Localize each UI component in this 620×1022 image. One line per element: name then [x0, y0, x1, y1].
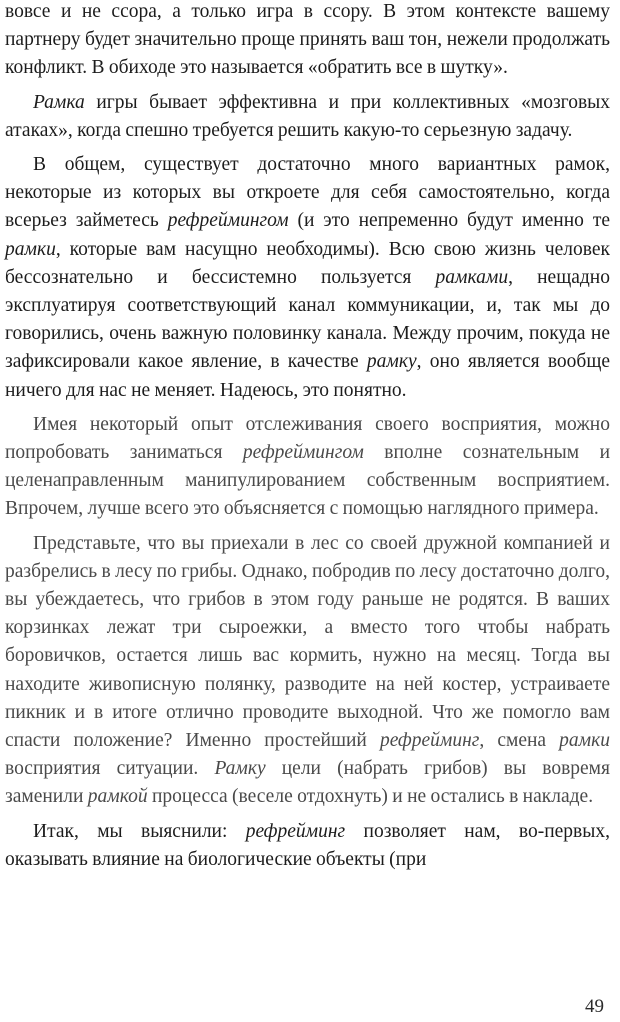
- italic-term: рамку: [366, 351, 417, 373]
- text-run: игры бывает эффективна и при коллективных «мозговых атаках», когда спешно требуется решить какую-то серьезную задачу.: [5, 91, 610, 141]
- italic-term: Рамка: [33, 91, 85, 113]
- text-run: , смена: [479, 730, 560, 752]
- italic-term: рефрейминг: [245, 820, 346, 842]
- text-run: Итак, мы выяснили:: [33, 820, 246, 842]
- text-run: цели (набрать грибов) вы вовремя заменили: [5, 758, 610, 808]
- text-run: Представьте, что вы приехали в лес со своей дружной компанией и разбрелись в лесу по грибы. Однако, побродив по лесу достаточно долго, вы убеждаетесь, что грибов в этом году раньше не родятся. В ваших корзинках лежат три сыроежки, а вместо того чтобы набрать боровичков, остается лишь вас кормить, нужно на месяц. Тогда вы находите живописную полянку, разводите на ней костер, устраиваете пикник и в итоге отлично проводите выходной. Что же помогло вам спасти положение? Именно простейший: [5, 532, 610, 752]
- italic-term: рамки: [5, 238, 56, 260]
- paragraph: [5, 0, 610, 83]
- text-run: вовсе и не ссора, а только игра в ссору. В этом контексте вашему партнеру будет значительно проще принять ваш тон, нежели продолжать конфликт. В обиходе это называется «обратить все в шутку».: [5, 1, 610, 79]
- text-run: В общем, существует достаточно много вариантных рамок, некоторые из которых вы откроете для себя самостоятельно, когда всерьез займетесь: [5, 154, 610, 232]
- paragraph: [5, 818, 610, 874]
- text-run: (и это непременно будут именно те: [288, 210, 610, 232]
- italic-term: рефреймингом: [167, 210, 289, 232]
- text-run: восприятия ситуации.: [5, 758, 215, 780]
- italic-term: рамками: [435, 266, 509, 288]
- text-run: процесса (веселе отдохнуть) и не остались в накладе.: [147, 786, 594, 808]
- italic-term: рамкой: [87, 786, 148, 808]
- paragraph: [5, 89, 610, 145]
- text-run: позволяет нам, во-первых, оказывать влияние на биологические объекты (при: [5, 820, 610, 870]
- page-text: [5, 0, 610, 880]
- text-run: , которые вам насущно необходимы). Всю свою жизнь человек бессознательно и бессистемно пользуется: [5, 238, 610, 288]
- text-run: Имея некоторый опыт отслеживания своего восприятия, можно попробовать заниматься: [5, 413, 610, 464]
- paragraph: [5, 411, 610, 524]
- text-run: вполне сознательным и целенаправленным манипулированием собственным восприятием. Впрочем, лучше всего это объясняется с помощью наглядного примера.: [5, 442, 611, 520]
- italic-term: Рамку: [214, 758, 266, 780]
- italic-term: рамки: [559, 730, 610, 752]
- text-run: , оно является вообще ничего для нас не меняет. Надеюсь, это понятно.: [5, 351, 610, 401]
- text-run: , нещадно эксплуатируя соответствующий канал коммуникации, и, так мы до говорились, очень важную половинку канала. Между прочим, покуда не зафиксировали какое явление, в качестве: [5, 266, 610, 373]
- italic-term: рефрейминг: [379, 730, 480, 752]
- italic-term: рефреймингом: [242, 442, 364, 464]
- paragraph: [5, 530, 610, 812]
- page-number: 49: [585, 996, 604, 1017]
- paragraph: [5, 151, 610, 405]
